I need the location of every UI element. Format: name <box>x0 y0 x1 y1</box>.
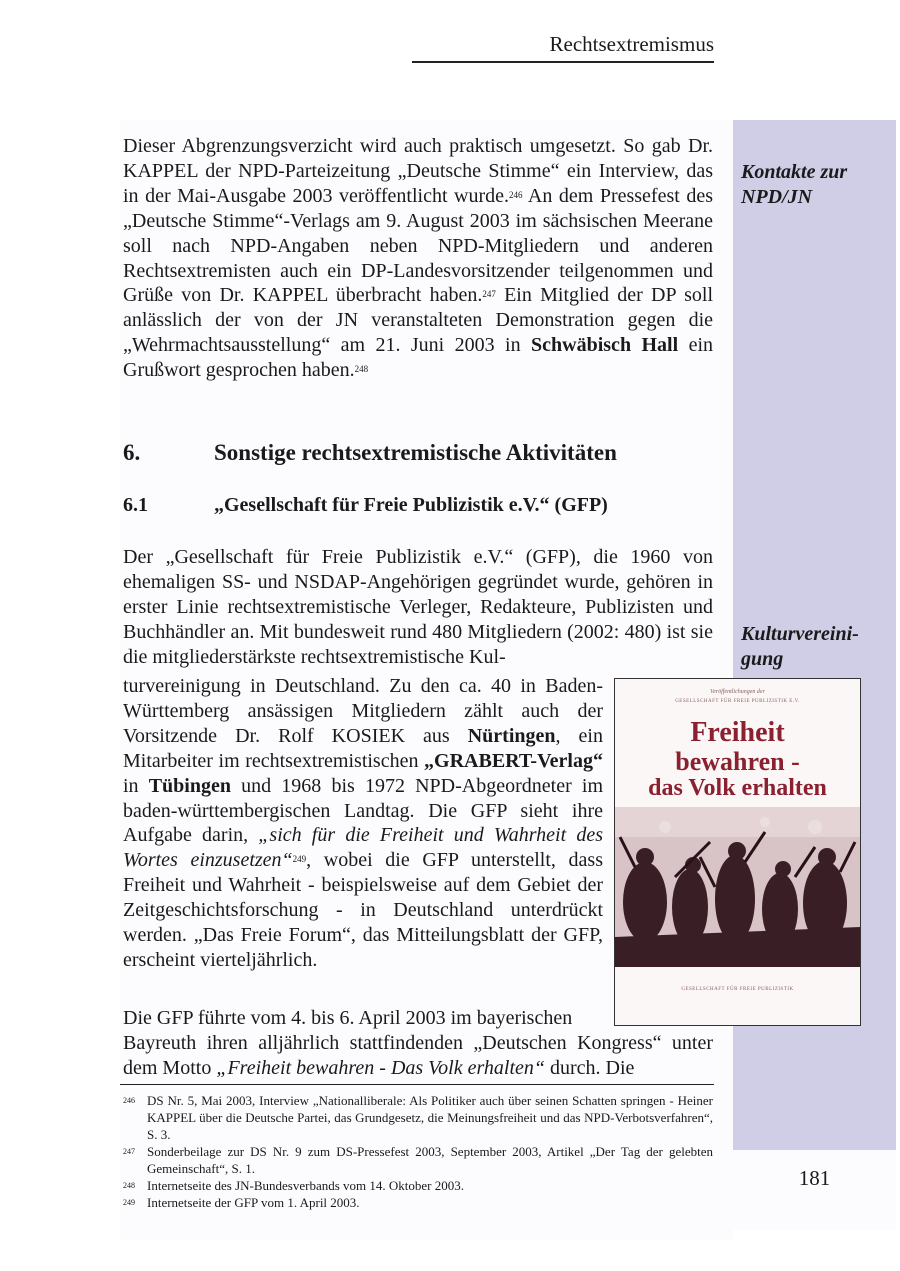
paragraph-kongress: Bayreuth ihren alljährlich stattfindenden „Deutschen Kongress“ unter dem Motto „Freiheit bewahren - Das Volk erhalten“ durch. Die <box>123 1032 713 1079</box>
book-title-line-3: das Volk erhalten <box>648 775 827 801</box>
book-footer-text: GESELLSCHAFT FÜR FREIE PUBLIZISTIK <box>681 987 794 992</box>
paragraph-kontakte: Dieser Abgrenzungsverzicht wird auch praktisch umgesetzt. So gab Dr. KAPPEL der NPD-Parteizeitung „Deutsche Stimme“ ein Interview, das in der Mai-Ausgabe 2003 veröffentlicht wurde.$^{246}$ An dem Pressefest des „Deutsche Stimme“-Verlags am 9. August 2003 im sächsischen Meerane soll nach NPD-Angaben neben NPD-Mitgliedern und anderen Rechtsextremisten auch ein DP-Landesvorsitzender teilgenommen und Grüße von Dr. KAPPEL überbracht haben.$^{247}$ Ein Mitglied der DP soll anlässlich der von der JN veranstalteten Demonstration gegen die „Wehrmachtsausstellung“ am 21. Juni 2003 in Schwäbisch Hall ein Grußwort gesprochen haben.$^{248}$ <box>123 135 714 382</box>
footnote-separator <box>120 1084 714 1085</box>
footnote-ref-248[interactable]: 248 <box>354 364 369 375</box>
section-heading-6-1: 6.1 „Gesellschaft für Freie Publizistik e.V.“ (GFP) <box>123 494 608 516</box>
footnote-248: 248 Internetseite des JN-Bundesverbands vom 14. Oktober 2003. <box>123 1178 464 1193</box>
section-heading-6: 6. Sonstige rechtsextremistische Aktivitäten <box>123 440 617 465</box>
book-publisher-line: Veröffentlichungen der <box>710 689 765 695</box>
footnote-249: 249 Internetseite der GFP vom 1. April 2003. <box>123 1195 360 1210</box>
footnote-ref-247[interactable]: 247 <box>482 289 496 300</box>
margin-note-kulturvereinigung: Kulturvereini- gung <box>741 623 859 670</box>
book-cover-image <box>614 678 861 1026</box>
running-header: Rechtsextremismus <box>412 32 714 63</box>
paragraph-gfp-intro: Der „Gesellschaft für Freie Publizistik e.V.“ (GFP), die 1960 von ehemaligen SS- und NSDAP-Angehörigen gegründet wurde, gehören in erster Linie rechtsextremistische Verleger, Redakteure, Publizisten und Buchhändler an. Mit bundesweit rund 480 Mitgliedern (2002: 480) ist sie die mitgliederstärkste rechtsextremistische Kul- <box>123 546 713 668</box>
paragraph-gfp-members: turvereinigung in Deutschland. Zu den ca. 40 in Baden-Württemberg ansässigen Mitgliedern zählt auch der Vorsitzende Dr. Rolf KOSIEK aus Nürtingen, ein Mitarbeiter im rechtsextremistischen „GRABERT-Verlag“ in Tübingen und 1968 bis 1972 NPD-Abgeordneter im baden-württembergischen Landtag. Die GFP sieht ihre Aufgabe darin, „sich für die Freiheit und Wahrheit des Wortes einzusetzen“$^{249}$, wobei die GFP unterstellt, dass Freiheit und Wahrheit - beispielsweise auf dem Gebiet der Zeitgeschichtsforschung - in Deutschland unterdrückt werden. „Das Freie Forum“, das Mitteilungsblatt der GFP, erscheint vierteljährlich. <box>123 675 603 971</box>
footnote-ref-246[interactable]: 246 <box>509 189 523 200</box>
book-illustration <box>615 807 860 967</box>
paragraph-kongress-start: Die GFP führte vom 4. bis 6. April 2003 im bayerischen <box>123 1007 573 1029</box>
margin-note-kontakte: Kontakte zur NPD/JN <box>741 161 848 208</box>
book-title-line-1: Freiheit <box>690 717 785 748</box>
footnote-ref-249[interactable]: 249 <box>292 854 307 865</box>
footnotes <box>123 1092 713 1211</box>
book-title-line-2: bewahren - <box>675 747 800 776</box>
page-number: 181 <box>798 1166 831 1190</box>
book-publisher-name: GESELLSCHAFT FÜR FREIE PUBLIZISTIK E.V. <box>675 699 800 704</box>
footnote-247: 247 Sonderbeilage zur DS Nr. 9 zum DS-Pressefest 2003, September 2003, Artikel „Der Tag der gelebten Gemeinschaft“, S. 1. <box>123 1144 713 1176</box>
footnote-246: 246 DS Nr. 5, Mai 2003, Interview „Nationalliberale: Als Politiker auch über seinen Schatten springen - Heiner KAPPEL über die Deutsche Partei, das Grundgesetz, die Meinungsfreiheit und das NPD-Verbotsverfahren“, S. 3. <box>123 1093 713 1142</box>
